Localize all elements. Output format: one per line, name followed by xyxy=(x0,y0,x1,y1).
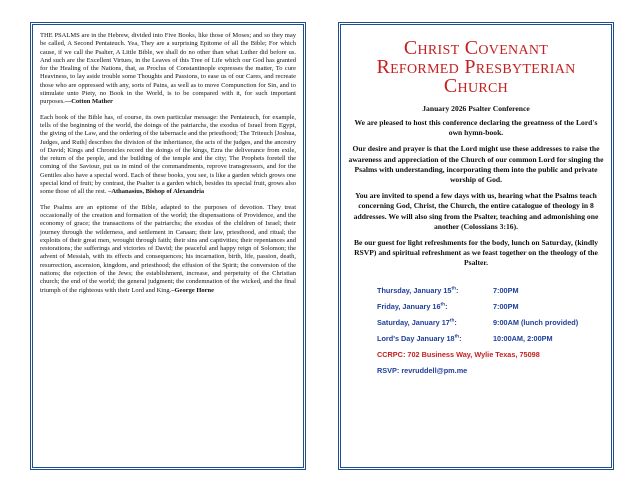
location-line: CCRPC: 702 Business Way, Wylie Texas, 75098 xyxy=(377,350,540,360)
church-title: Christ Covenant Reformed Presbyterian Church xyxy=(376,37,576,97)
invitation-panel xyxy=(338,22,614,470)
quote-athanasius: Each book of the Bible has, of course, its own particular message: the Pentateuch, for example, tells of the beginning of the world, the doings of the patriarchs, the exodus of Israel from Egypt, the giving of the Law, and the ordering of the tabernacle and the priesthood; The Triteuch [Joshua, Judges, and Ruth] describes the division of the inheritance, the acts of the judges, and the ancestry of David; Kings and Chronicles record the doings of the kings, Ezra the deliverance from exile, the return of the people, and the building of the temple and the city; The Prophets foretell the coming of the Saviour, put us in mind of the commandments, reprove transgressors, and for the Gentiles also have a special word. Each of these books, you see, is like a garden which grows one special kind of fruit; by contrast, the Psalter is a garden which, besides its special fruit, grows also some those of all the rest. –Athanasius, Bishop of Alexandria xyxy=(40,113,296,196)
quote-horne: The Psalms are an epitome of the Bible, adapted to the purposes of devotion. They treat occasionally of the creation and formation of the world; the dispensations of Providence, and the economy of grace; the transactions of the patriarchs; the exodus of the children of Israel; their journey through the wilderness, and settlement in Canaan; their law, priesthood, and ritual; the exploits of their great men, wrought through faith; their sins and captivities; their repentances and restorations; the sufferings and victories of David; the peaceful and happy reign of Solomon; the advent of Messiah, with its effects and consequences; his incarnation, birth, life, passion, death, resurrection, ascension, kingdom, and priesthood; the effusion of the Spirit; the conversion of the nations; the rejection of the Jews; the establishment, increase, and perpetuity of the Christian church; the end of the world; the general judgment; the condemnation of the wicked, and the final triumph of the righteous with their Lord and King.–George Horne xyxy=(40,203,296,294)
quote-mather: THE PSALMS are in the Hebrew, divided into Five Books, like those of Moses; and so they may be called, A Second Pentateuch. Yea, They are a surprising Epitome of all the Bible; For which cause, if we call the Psalter, A Little Bible, we shall do no other than what Luther did before us. And such are the Excellent Virtues, in the Leaves of this Tree of Life which our God has granted for the Healing of the Nations, that, as Proclus of Constantinople expresses the matter, To cure Heaviness, to lay aside trouble some Thoughts and Passions, to ease us of our Cares, and recreate those who are oppressed with any, sorts of Pains, as well as to move Compunction for Sin, and to stimulate unto Piety, no Book in the World, is to be compared with it, for such important purposes.—Cotton Mather xyxy=(40,32,296,106)
schedule-row: Friday, January 16th: 7:00PM xyxy=(377,302,519,312)
schedule-row: Thursday, January 15th: 7:00PM xyxy=(377,286,519,296)
invite-paragraph: You are invited to spend a few days with us, hearing what the Psalms teach concerning God, Christ, the Church, the entire catalogue of theology in 8 addresses. We will also sing from the Psalter, teaching and admonishing one another (Colossians 3:16). xyxy=(353,191,599,231)
quotes-panel xyxy=(30,22,306,470)
rsvp-line: RSVP: revruddell@pm.me xyxy=(377,366,468,376)
schedule xyxy=(347,283,605,379)
schedule-row: Lord's Day January 18th: 10:00AM, 2:00PM xyxy=(377,334,553,344)
guest-paragraph: Be our guest for light refreshments for the body, lunch on Saturday, (kindly RSVP) and spiritual refreshment as we feast together on the theology of the Psalter. xyxy=(353,238,598,268)
conference-subtitle: January 2026 Psalter Conference xyxy=(422,104,530,113)
desire-paragraph: Our desire and prayer is that the Lord might use these addresses to raise the awareness and appreciation of the Church of our common Lord for singing the Psalms with understanding, incorporating them into the public and private worship of God. xyxy=(348,144,604,185)
schedule-row: Saturday, January 17th: 9:00AM (lunch provided) xyxy=(377,318,579,328)
intro-paragraph: We are pleased to host this conference declaring the greatness of the Lord's own hymn-book. xyxy=(354,118,598,138)
